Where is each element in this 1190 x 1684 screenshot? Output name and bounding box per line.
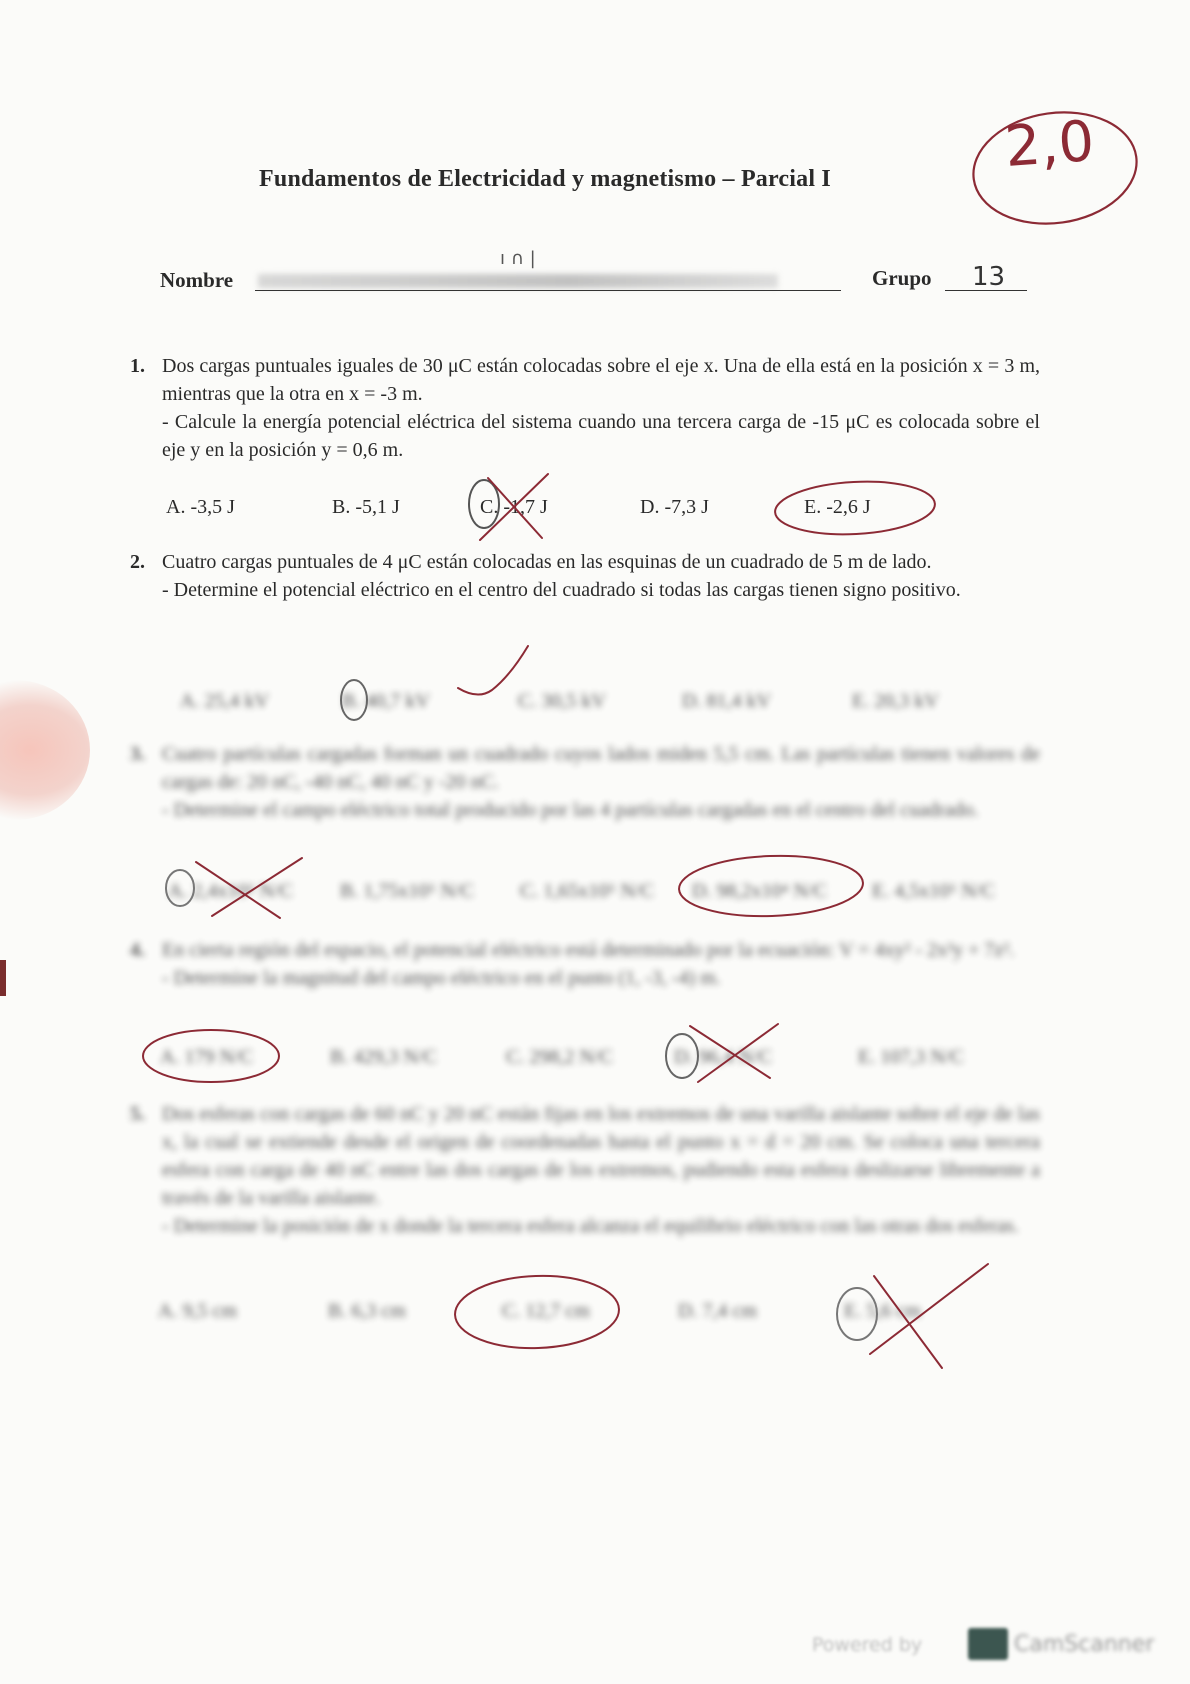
option-a[interactable]: A. 25,4 kV [180,690,269,712]
exam-title: Fundamentos de Electricidad y magnetismo – Parcial I [259,166,831,192]
option-e[interactable]: E. 20,3 kV [852,690,939,712]
question-task: - Calcule la energía potencial eléctrica del sistema cuando una tercera carga de -15 μC es colocada sobre el eje y en la posición y = 0,6 m. [162,411,1040,461]
option-b[interactable]: B. 6,3 cm [328,1300,406,1322]
question-number: 3. [130,743,145,765]
name-label: Nombre [160,268,234,292]
question-task: - Determine el campo eléctrico total producido por las 4 partículas cargadas en el centro del cuadrado. [162,799,979,821]
camscanner-brand: CamScanner [1014,1632,1155,1657]
option-b[interactable]: B. 429,3 N/C [330,1046,437,1068]
question-5 [130,1100,1040,1240]
option-b[interactable]: B. 40,7 kV [342,690,430,712]
question-number: 4. [130,939,145,961]
option-d[interactable]: D. 7,4 cm [678,1300,757,1322]
question-1 [130,352,1040,464]
redacted-name [258,274,778,288]
question-2 [130,548,1040,604]
group-value: 13 [972,262,1006,292]
option-d[interactable]: D. 98,2x10⁴ N/C [692,880,827,902]
option-a[interactable]: A. -3,5 J [166,496,235,518]
question-4 [130,936,1040,992]
question-stem: Dos esferas con cargas de 60 nC y 20 nC están fijas en los extremos de una varilla aislante sobre el eje de las x, la cual se extiende desde el origen de coordenadas hasta el punto x = d = 20 cm. Se coloca una tercera esfera con carga de 40 nC entre las dos cargas de los extremos, pudiendo esta esfera deslizarse libremente a través de la varilla aislante. [162,1103,1040,1209]
option-e[interactable]: E. 4,5x10⁵ N/C [872,880,995,902]
option-d[interactable]: D. 81,4 kV [682,690,771,712]
question-number: 1. [130,355,145,377]
finger-shadow [0,680,90,820]
option-c[interactable]: C. 30,5 kV [518,690,606,712]
question-3 [130,740,1040,824]
question-stem: Cuatro cargas puntuales de 4 μC están colocadas en las esquinas de un cuadrado de 5 m de lado. [162,551,932,573]
question-task: - Determine la posición de x donde la tercera esfera alcanza el equilibrio eléctrico con las otras dos esferas. [162,1215,1019,1237]
option-e[interactable]: E. 107,3 N/C [858,1046,964,1068]
grade-score: 2,0 [1002,108,1097,181]
option-c[interactable]: C. 1,65x10⁵ N/C [520,880,654,902]
option-d[interactable]: D. -7,3 J [640,496,709,518]
option-c[interactable]: C. 12,7 cm [502,1300,590,1322]
question-stem: Dos cargas puntuales iguales de 30 μC están colocadas sobre el eje x. Una de ella está en la posición x = 3 m, mientras que la otra en x = -3 m. [162,355,1040,405]
check-mark [458,646,528,695]
powered-by-text: Powered by [812,1634,923,1656]
group-label: Grupo [872,266,932,290]
option-d[interactable]: D. 96,4 N/C [674,1046,772,1068]
option-b[interactable]: B. -5,1 J [332,496,400,518]
option-a[interactable]: A. 9,5 cm [158,1300,237,1322]
question-number: 5. [130,1103,145,1125]
option-e[interactable]: E. 5,6 cm [844,1300,921,1322]
question-stem: En cierta región del espacio, el potencial eléctrico está determinado por la ecuación: V = 4xy² - 2x²y + 7z². [162,939,1015,961]
name-scribble: ı ∩ | [500,248,536,269]
camscanner-logo-icon [968,1628,1008,1660]
edge-mark [0,960,6,996]
question-stem: Cuatro partículas cargadas forman un cuadrado cuyos lados miden 5,5 cm. Las partículas tienen valores de cargas de: 20 nC, -40 nC, 40 nC y -20 nC. [162,743,1040,793]
option-c[interactable]: C. -1,7 J [480,496,548,518]
option-c[interactable]: C. 298,2 N/C [506,1046,613,1068]
option-e[interactable]: E. -2,6 J [804,496,871,518]
option-a[interactable]: A. 2,4x10⁵ N/C [168,880,293,902]
group-line [945,290,1027,291]
question-number: 2. [130,551,145,573]
question-task: - Determine el potencial eléctrico en el centro del cuadrado si todas las cargas tienen signo positivo. [162,579,961,601]
option-b[interactable]: B. 1,75x10⁵ N/C [340,880,474,902]
question-task: - Determine la magnitud del campo eléctrico en el punto (1, -3, -4) m. [162,967,721,989]
name-line [255,290,841,291]
option-a[interactable]: A. 179 N/C [160,1046,253,1068]
